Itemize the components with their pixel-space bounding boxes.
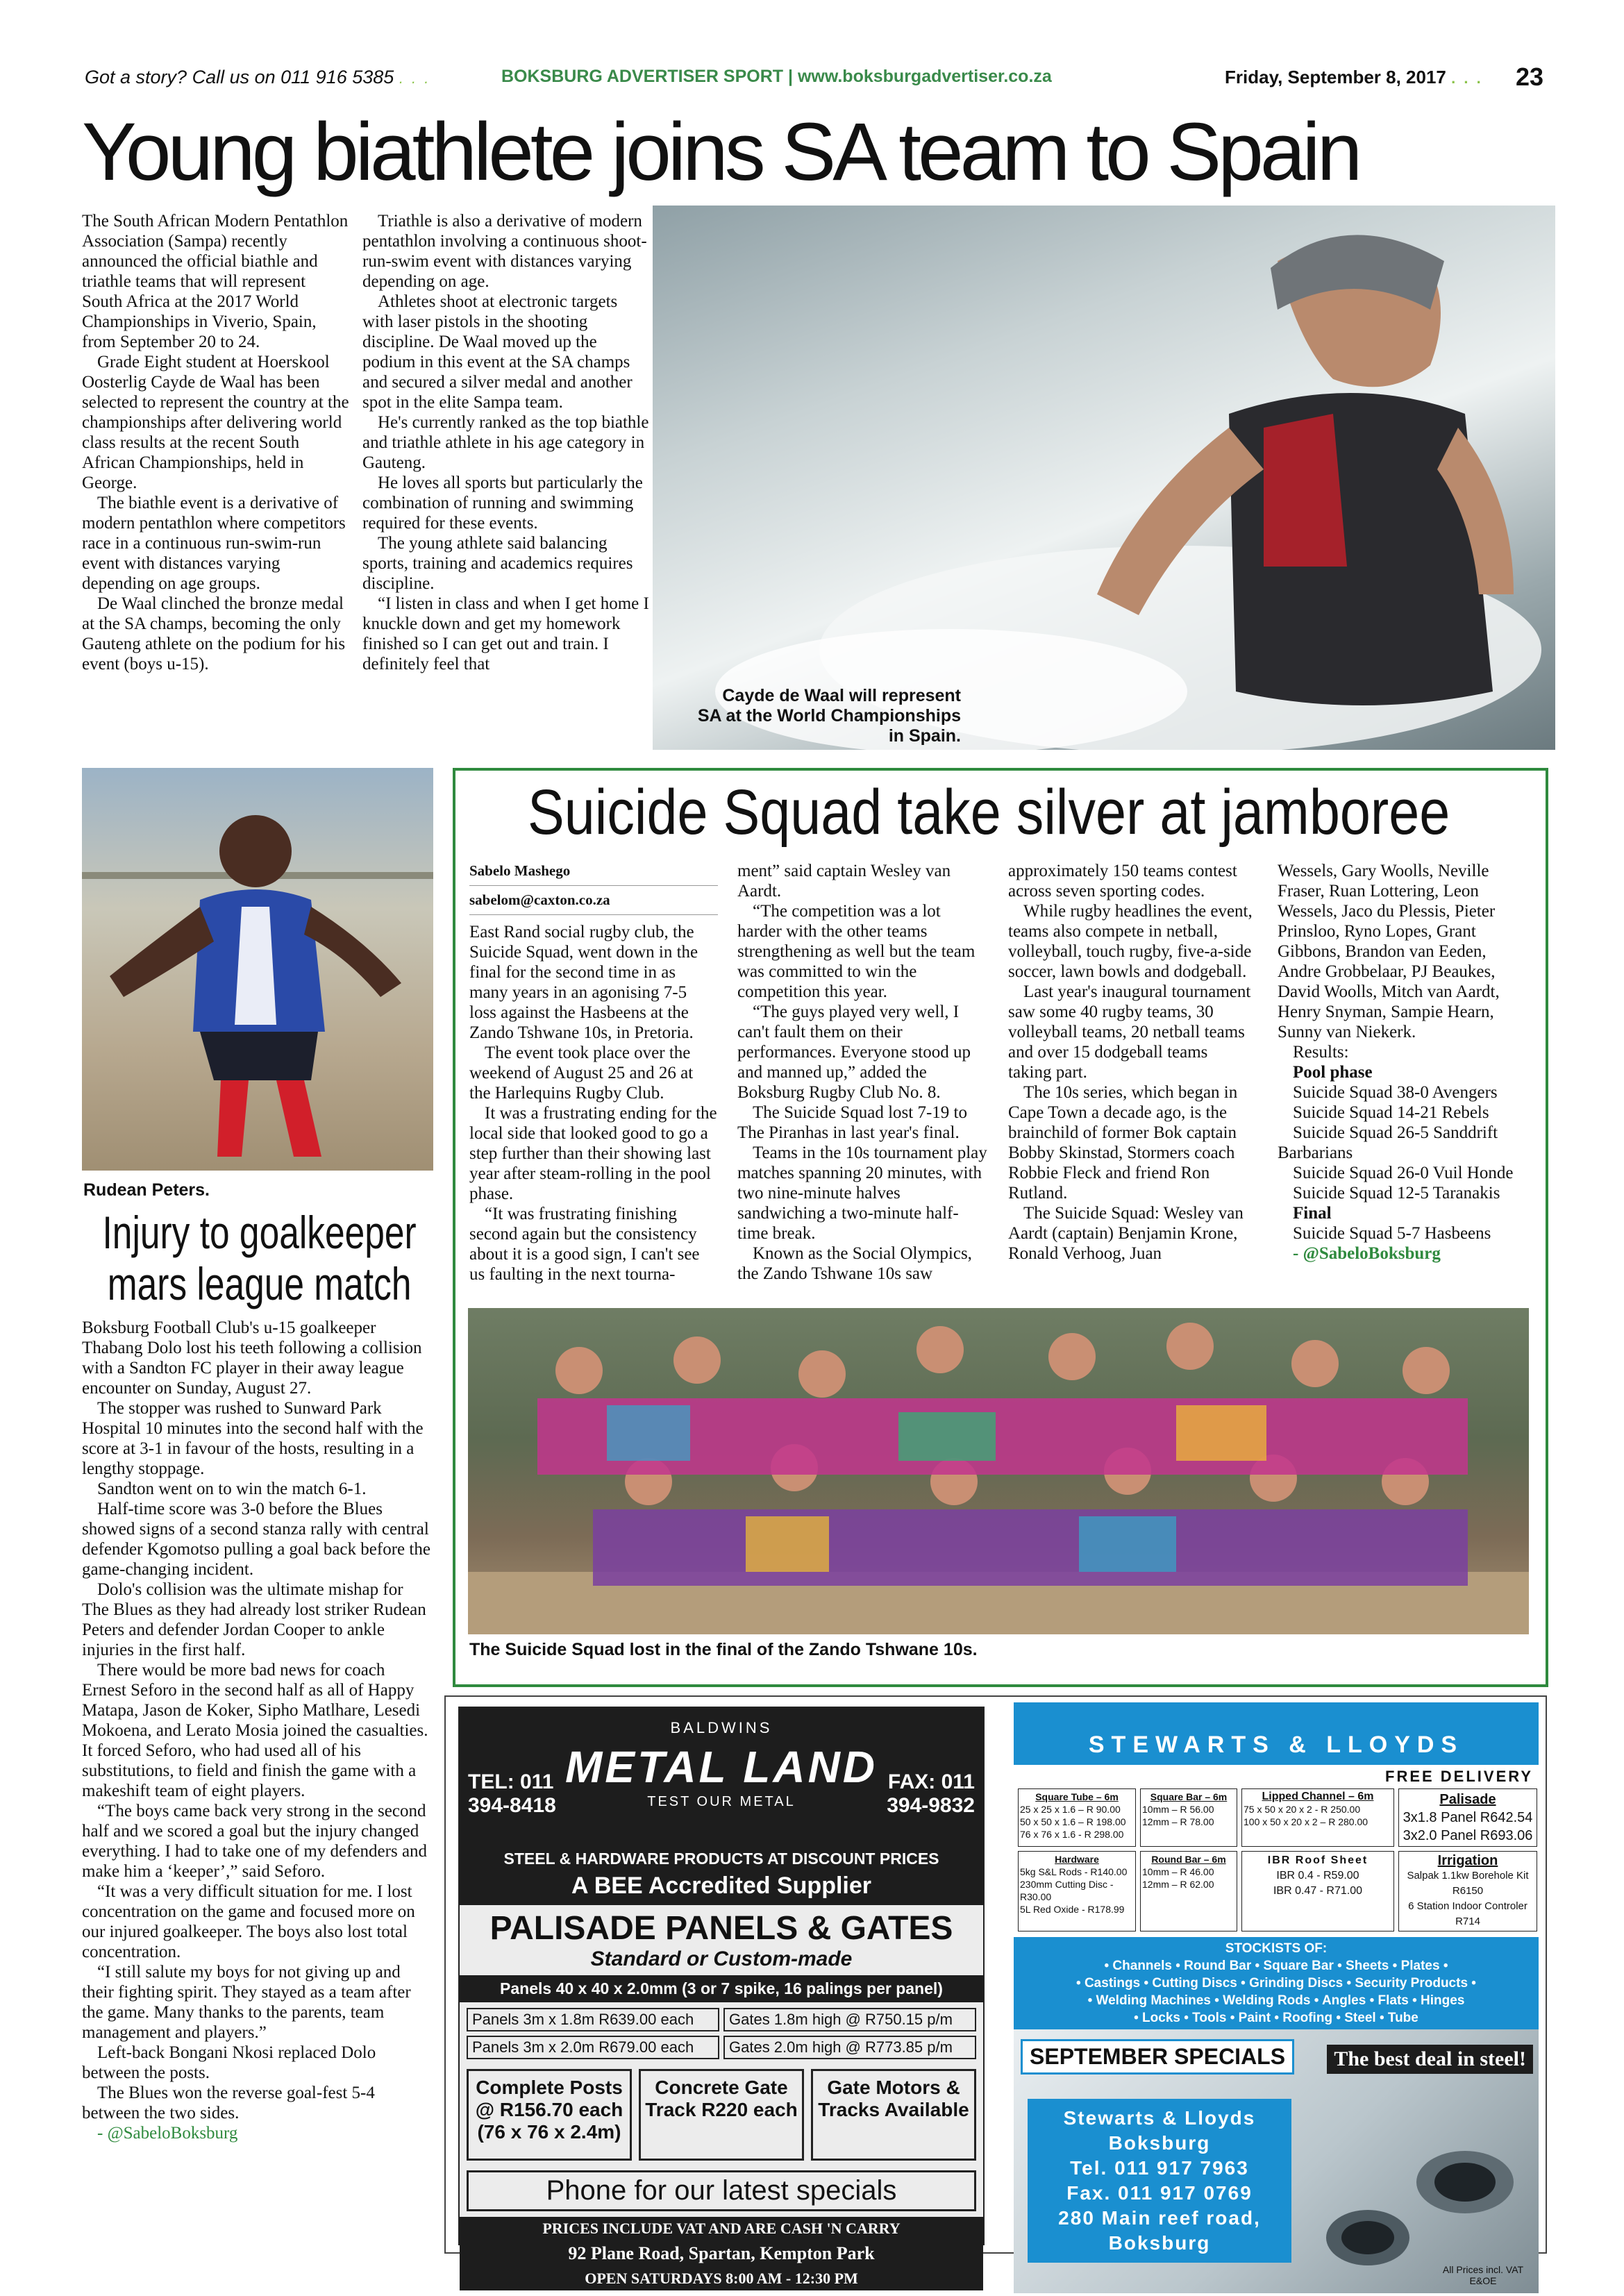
- metal-land-subhead: Standard or Custom-made: [590, 1947, 853, 1970]
- steel-pipes-icon: [1312, 2099, 1534, 2279]
- final-label: Final: [1293, 1204, 1332, 1223]
- paragraph: The Suicide Squad lost 7-19 to The Piranhas in last year's final.: [737, 1103, 967, 1142]
- price: 76 x 76 x 1.6 - R 298.00: [1020, 1829, 1124, 1840]
- rugby-column-3: [1008, 861, 1255, 1264]
- stockists-title: STOCKISTS OF:: [1225, 1941, 1328, 1956]
- specials-area: [1014, 2029, 1539, 2293]
- paragraph: “I listen in class and when I get home I knuckle down and get my homework finished so I can get out and train. I definitely feel that: [362, 594, 649, 673]
- byline: Sabelo Mashego: [469, 862, 571, 879]
- price-note: All Prices incl. VAT E&OE: [1442, 2264, 1524, 2286]
- swimmer-photo: [653, 206, 1555, 750]
- price: 12mm – R 78.00: [1142, 1816, 1214, 1827]
- square-tube-box: [1018, 1788, 1136, 1847]
- team-names: Wessels, Gary Woolls, Neville Fraser, Ruan Lottering, Leon Wessels, Jaco du Plessis, Pieter Prinsloo, Ryno Lopes, Grant Gibbons, Brandon van Eeden, Andre Grobbelaar, PJ Beaukes, David Woolls, Mitch van Aardt, Henry Snyman, Sampie Hearn, Sunny van Niekerk.: [1278, 862, 1500, 1041]
- price: IBR 0.4 - R59.00: [1276, 1870, 1359, 1882]
- irrigation-box: [1398, 1851, 1537, 1932]
- price: 10mm – R 46.00: [1142, 1866, 1214, 1877]
- result-line: Suicide Squad 12-5 Taranakis: [1293, 1184, 1500, 1203]
- paragraph: The 10s series, which began in Cape Town a decade ago, is the brainchild of former Bok captain Bobby Skinstad, Stormers coach Robbie Fleck and friend Ron Rutland.: [1008, 1083, 1238, 1203]
- paragraph: The event took place over the weekend of August 25 and 26 at the Harlequins Rugby Club.: [469, 1044, 694, 1103]
- store-name: Stewarts & Lloyds Boksburg: [1063, 2107, 1256, 2154]
- paragraph: The young athlete said balancing sports, training and academics requires discipline.: [362, 534, 633, 593]
- rugby-headline: Suicide Squad take silver at jamboree: [528, 777, 1450, 848]
- store-fax: Fax. 011 917 0769: [1066, 2182, 1253, 2204]
- square-bar-box: [1140, 1788, 1237, 1847]
- lead-column-1: [82, 211, 350, 674]
- paragraph: While rugby headlines the event, teams also compete in netball, volleyball, touch rugby, five-a-side soccer, lawn bowls and dodgeball.: [1008, 902, 1253, 981]
- football-player-photo: [82, 768, 433, 1171]
- ibr-box: [1241, 1851, 1394, 1932]
- twitter-tag: - @SabeloBoksburg: [1293, 1244, 1441, 1263]
- football-player-illustration: [82, 768, 433, 1171]
- rugby-team-illustration: [468, 1308, 1529, 1634]
- hardware-box: [1018, 1851, 1136, 1932]
- price: 100 x 50 x 20 x 2 – R 280.00: [1244, 1816, 1368, 1827]
- football-body: [82, 1318, 433, 2143]
- page-number: 23: [1516, 62, 1544, 91]
- price: 75 x 50 x 20 x 2 - R 250.00: [1244, 1804, 1361, 1815]
- pool-phase-label: Pool phase: [1293, 1063, 1373, 1082]
- paragraph: Half-time score was 3-0 before the Blues showed signs of a second stanza rally with central defender Kgomotso pulling a goal back before the game-changing incident.: [82, 1500, 430, 1579]
- store-tel: Tel. 011 917 7963: [1070, 2157, 1249, 2179]
- rugby-column-2: [737, 861, 987, 1284]
- box-title: Square Tube – 6m: [1035, 1791, 1119, 1802]
- rugby-column-4: [1278, 861, 1532, 1264]
- metal-land-phone-line: Phone for our latest specials: [467, 2170, 976, 2211]
- stockists-banner: [1014, 1937, 1539, 2029]
- twitter-tag: - @SabeloBoksburg: [97, 2124, 238, 2143]
- price: 5kg S&L Rods - R140.00: [1020, 1866, 1128, 1877]
- paragraph: “The boys came back very strong in the second half and we scored a goal but the injury changed everything. I had to take one of my defenders and make him a ‘keeper’,” said Seforo.: [82, 1802, 428, 1881]
- metal-land-ad: [458, 1707, 985, 2287]
- paragraph: approximately 150 teams contest across seven sporting codes.: [1008, 862, 1237, 900]
- result-line: Suicide Squad 14-21 Rebels: [1293, 1103, 1489, 1122]
- lipped-channel-box: [1241, 1788, 1394, 1847]
- paragraph: He loves all sports but particularly the combination of running and swimming required for these events.: [362, 474, 643, 533]
- swimmer-illustration: [653, 206, 1555, 750]
- round-bar-box: [1140, 1851, 1237, 1932]
- paragraph: He's currently ranked as the top biathle and triathle athlete in his age category in Gauteng.: [362, 413, 649, 472]
- store-contact-box: [1028, 2099, 1291, 2263]
- football-photo-caption: Rudean Peters.: [83, 1180, 210, 1200]
- box-title: IBR Roof Sheet: [1267, 1854, 1368, 1866]
- stewarts-logo: STEWARTS & LLOYDS: [1088, 1732, 1464, 1758]
- gate-track-offer: Concrete Gate Track R220 each: [639, 2069, 804, 2161]
- byline-email: sabelom@caxton.co.za: [469, 891, 610, 908]
- metal-land-footer2: 92 Plane Road, Spartan, Kempton Park: [460, 2240, 983, 2267]
- paragraph: “The competition was a lot harder with the other teams strengthening as well but the team was committed to win the competition this year.: [737, 902, 976, 1001]
- paragraph: The South African Modern Pentathlon Association (Sampa) recently announced the official biathle and triathle teams that will represent South Africa at the 2017 World Championships in Viverio, Spain, from September 20 to 24.: [82, 212, 349, 351]
- price: 50 x 50 x 1.6 – R 198.00: [1020, 1816, 1126, 1827]
- paragraph: “It was a very difficult situation for me. I lost concentration on the game and focused more on our injured goalkeeper. The boys also lost total concentration.: [82, 1882, 415, 1961]
- price: 6 Station Indoor Controler R714: [1408, 1900, 1527, 1927]
- paragraph: Known as the Social Olympics, the Zando Tshwane 10s saw: [737, 1244, 972, 1283]
- metal-land-panel-spec: Panels 40 x 40 x 2.0mm (3 or 7 spike, 16 palings per panel): [460, 1975, 983, 2002]
- posts-offer: Complete Posts @ R156.70 each (76 x 76 x 2.4m): [467, 2069, 632, 2161]
- free-delivery: FREE DELIVERY: [1385, 1768, 1533, 1785]
- brand-top: BALDWINS: [670, 1719, 773, 1736]
- paragraph: ment” said captain Wesley van Aardt.: [737, 862, 951, 900]
- metal-land-tel: TEL: 011 394-8418: [468, 1770, 556, 1817]
- palisade-box: [1398, 1788, 1537, 1847]
- price: 5L Red Oxide - R178.99: [1020, 1904, 1125, 1915]
- price-line: Gates 2.0m high @ R773.85 p/m: [723, 2036, 976, 2059]
- price: 10mm – R 56.00: [1142, 1804, 1214, 1815]
- metal-land-line1: STEEL & HARDWARE PRODUCTS AT DISCOUNT PRICES: [460, 1847, 983, 1871]
- metal-land-slogan: TEST OUR METAL: [647, 1794, 796, 1809]
- paragraph: “The guys played very well, I can't fault them on their performances. Everyone stood up and manned up,” added the Boksburg Rugby Club No. 8.: [737, 1003, 971, 1102]
- price-line: Panels 3m x 1.8m R639.00 each: [467, 2008, 719, 2031]
- swimmer-photo-caption: Cayde de Waal will represent SA at the World Championships in Spain.: [697, 686, 961, 746]
- paragraph: Teams in the 10s tournament play matches spanning 20 minutes, with two nine-minute halves sandwiching a two-minute half-time break.: [737, 1143, 987, 1243]
- section-title: BOKSBURG ADVERTISER SPORT | www.boksburgadvertiser.co.za: [501, 67, 1052, 86]
- final-result: Suicide Squad 5-7 Hasbeens: [1293, 1224, 1491, 1243]
- paragraph: The stopper was rushed to Sunward Park Hospital 10 minutes into the second half with the score at 3-1 in favour of the hosts, resulting in a lengthy stoppage.: [82, 1399, 424, 1478]
- rugby-photo-caption: The Suicide Squad lost in the final of the Zando Tshwane 10s.: [469, 1640, 978, 1659]
- paragraph: Athletes shoot at electronic targets with laser pistols in the shooting discipline. De Waal moved up the podium in this event at the SA champs and secured a silver medal and another spot in the elite Sampa team.: [362, 292, 633, 412]
- stewarts-lloyds-ad: [1014, 1702, 1539, 2286]
- lead-column-2: [362, 211, 651, 674]
- paragraph: Last year's inaugural tournament saw some 40 rugby teams, 30 volleyball teams, 20 netball teams and over 15 dodgeball teams taking part.: [1008, 982, 1251, 1082]
- price: Salpak 1.1kw Borehole Kit R6150: [1407, 1870, 1529, 1897]
- metal-land-footer1: PRICES INCLUDE VAT AND ARE CASH 'N CARRY: [460, 2217, 983, 2240]
- football-headline: Injury to goalkeeper mars league match: [102, 1207, 417, 1309]
- best-deal-tagline: The best deal in steel!: [1327, 2045, 1533, 2074]
- paragraph: Grade Eight student at Hoerskool Oosterlig Cayde de Waal has been selected to represent the country at the championships after delivering world class results at the recent South African Championships, held in George.: [82, 353, 349, 492]
- september-specials: SEPTEMBER SPECIALS: [1021, 2039, 1294, 2075]
- price-line: Panels 3m x 2.0m R679.00 each: [467, 2036, 719, 2059]
- result-line: Suicide Squad 38-0 Avengers: [1293, 1083, 1498, 1102]
- stewarts-banner: [1014, 1702, 1539, 1765]
- store-address: 280 Main reef road, Boksburg: [1058, 2207, 1261, 2254]
- box-title: Hardware: [1055, 1854, 1099, 1865]
- lead-headline: Young biathlete joins SA team to Spain: [82, 106, 1359, 198]
- box-title: Lipped Channel – 6m: [1262, 1791, 1374, 1802]
- metal-land-headline: PALISADE PANELS & GATES: [489, 1910, 953, 1947]
- paragraph: Left-back Bongani Nkosi replaced Dolo between the posts.: [82, 2043, 376, 2082]
- paragraph: East Rand social rugby club, the Suicide Squad, went down in the final for the second time in as many years in an agonising 7-5 loss against the Hasbeens at the Zando Tshwane 10s, in Pretoria.: [469, 923, 698, 1042]
- metal-land-footer3: OPEN SATURDAYS 8:00 AM - 12:30 PM: [460, 2267, 983, 2290]
- issue-date: Friday, September 8, 2017 . . .: [1225, 67, 1483, 87]
- story-hotline: Got a story? Call us on 011 916 5385 . . .: [85, 67, 431, 87]
- price: 25 x 25 x 1.6 – R 90.00: [1020, 1804, 1121, 1815]
- box-title: Irrigation: [1437, 1853, 1498, 1868]
- paragraph: Boksburg Football Club's u-15 goalkeeper Thabang Dolo lost his teeth following a collision with a Sandton FC player in their away league encounter on Sunday, August 27.: [82, 1318, 422, 1398]
- paragraph: The Suicide Squad: Wesley van Aardt (captain) Benjamin Krone, Ronald Verhoog, Juan: [1008, 1204, 1244, 1263]
- stockists-line: • Channels • Round Bar • Square Bar • Sheets • Plates •: [1104, 1959, 1448, 1973]
- paragraph: “I still salute my boys for not giving up and their fighting spirit. They stayed as a team after the game. Many thanks to the parents, team management and players.”: [82, 1963, 411, 2042]
- results-label: Results:: [1293, 1043, 1349, 1062]
- paragraph: “It was frustrating finishing second again but the consistency about it is a good sign, I can't see us faulting in the next tourna-: [469, 1205, 700, 1284]
- box-title: Square Bar – 6m: [1150, 1791, 1228, 1802]
- metal-land-line2: A BEE Accredited Supplier: [460, 1871, 983, 1905]
- gate-motors-offer: Gate Motors & Tracks Available: [811, 2069, 976, 2161]
- price-line: Gates 1.8m high @ R750.15 p/m: [723, 2008, 976, 2031]
- paragraph: Triathle is also a derivative of modern pentathlon involving a continuous shoot-run-swim event with distances varying depending on age.: [362, 212, 647, 291]
- rugby-team-photo: [468, 1308, 1529, 1634]
- stewarts-price-grid: [1014, 1788, 1539, 1932]
- paragraph: It was a frustrating ending for the local side that looked good to go a step further than their showing last year after steam-rolling in the pool phase.: [469, 1104, 717, 1203]
- metal-land-fax: FAX: 011 394-9832: [887, 1770, 975, 1817]
- price: IBR 0.47 - R71.00: [1273, 1885, 1363, 1897]
- metal-land-logo: METAL LAND: [564, 1742, 878, 1792]
- stockists-line: • Welding Machines • Welding Rods • Angles • Flats • Hinges: [1087, 1993, 1465, 2008]
- metal-land-prices: [460, 2002, 983, 2065]
- price: 3x2.0 Panel R693.06: [1403, 1828, 1533, 1843]
- rugby-column-1: [469, 861, 718, 1284]
- price: 3x1.8 Panel R642.54: [1403, 1810, 1533, 1825]
- stockists-line: • Locks • Tools • Paint • Roofing • Steel • Tube: [1134, 2011, 1418, 2025]
- result-line: Suicide Squad 26-0 Vuil Honde: [1293, 1164, 1514, 1182]
- box-title: Round Bar – 6m: [1151, 1854, 1226, 1865]
- football-headline-box: [86, 1207, 433, 1309]
- paragraph: Dolo's collision was the ultimate mishap for The Blues as they had already lost striker Rudean Peters and defender Jordan Cooper to ankle injuries in the first half.: [82, 1580, 426, 1659]
- metal-land-boxes: [460, 2065, 983, 2165]
- paragraph: The biathle event is a derivative of modern pentathlon where competitors race in a continuous run-swim-run event with distances varying depending on age groups.: [82, 494, 346, 593]
- paragraph: De Waal clinched the bronze medal at the SA champs, becoming the only Gauteng athlete on the podium for his event (boys u-15).: [82, 594, 346, 673]
- paragraph: There would be more bad news for coach Ernest Seforo in the second half as all of Happy Matapa, Jason de Koker, Sipho Matlhare, Lesedi Mokoena, and Lerato Mosia joined the casualties. It forced Seforo, who had used all of his substitutions, to field and finish the game with a makeshift team of eight players.: [82, 1661, 428, 1800]
- price: 12mm – R 62.00: [1142, 1879, 1214, 1890]
- metal-land-banner: [460, 1708, 983, 1847]
- stockists-line: • Castings • Cutting Discs • Grinding Discs • Security Products •: [1076, 1976, 1476, 1991]
- paragraph: Sandton went on to win the match 6-1.: [97, 1480, 367, 1498]
- paragraph: The Blues won the reverse goal-fest 5-4 between the two sides.: [82, 2084, 375, 2122]
- result-line: Suicide Squad 26-5 Sanddrift Barbarians: [1278, 1123, 1498, 1162]
- price: 230mm Cutting Disc -R30.00: [1020, 1879, 1114, 1902]
- box-title: Palisade: [1439, 1792, 1496, 1807]
